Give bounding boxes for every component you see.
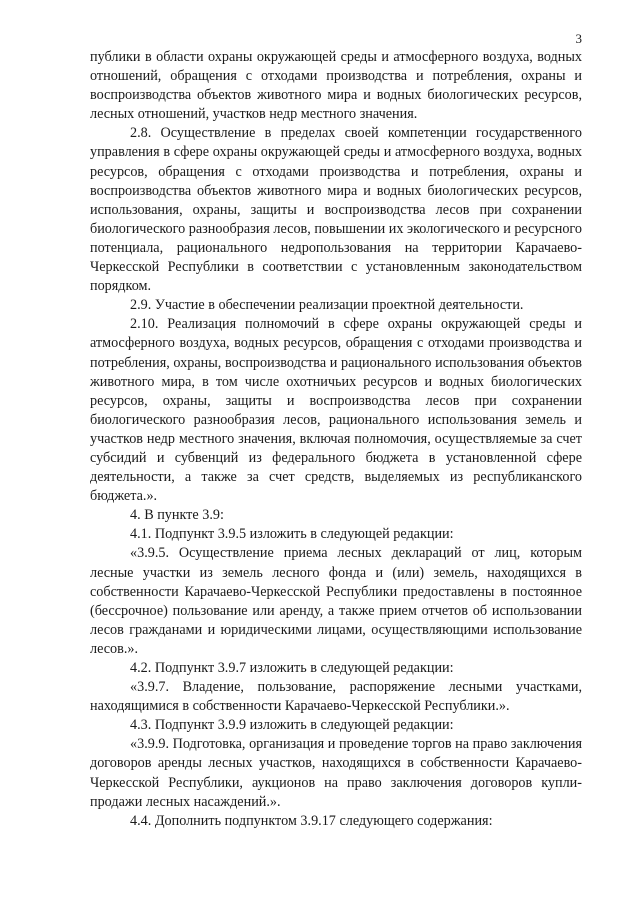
paragraph: «3.9.7. Владение, пользование, распоряжение лесными участками, находящимися в собственности Карачаево-Черкесской Республики.». [90,679,582,715]
paragraph: 2.10. Реализация полномочий в сфере охраны окружающей среды и атмосферного воздуха, водных ресурсов, обращения с отходами производства и потребления, охраны, воспроизводства и рационального использования объектов животного мира, в том числе охотничьих ресурсов и водных биологических ресурсов, охраны, защиты и воспроизводства лесов при сохранении биологического разнообразия лесов, рационального использования земель и участков недр местного значения, включая полномочия, осуществляемые за счет субсидий и субвенций из федерального бюджета в установленной сфере деятельности, а также за счет средств, выделяемых из республиканского бюджета.». [90,316,582,505]
page-number: 3 [575,31,582,46]
paragraph: 2.9. Участие в обеспечении реализации проектной деятельности. [130,297,524,314]
paragraph: «3.9.9. Подготовка, организация и проведение торгов на право заключения договоров аренды лесных участков, находящихся в собственности Карачаево-Черкесской Республики, аукционов на право заключения договоров купли-продажи лесных насаждений.». [90,736,582,810]
paragraph: 4. В пункте 3.9: [130,507,224,524]
paragraph: «3.9.5. Осуществление приема лесных деклараций от лиц, которым лесные участки из земель лесного фонда и (или) земель, находящихся в собственности Карачаево-Черкесской Республики предоставлены в постоянное (бессрочное) пользование или аренду, а также прием отчетов об использовании лесов гражданами и юридическими лицами, осуществляющими использование лесов.». [90,545,582,657]
paragraph: 2.8. Осуществление в пределах своей компетенции государственного управления в сфере охраны окружающей среды и атмосферного воздуха, водных ресурсов, обращения с отходами производства и потребления, охраны и воспроизводства объектов животного мира и водных биологических ресурсов, использования, охраны, защиты и воспроизводства лесов при сохранении биологического разнообразия лесов, повышении их экологического и ресурсного потенциала, рационального недропользования на территории Карачаево-Черкесской Республики в соответствии с установленным законодательством порядком. [90,125,582,295]
paragraph: 4.3. Подпункт 3.9.9 изложить в следующей редакции: [130,717,454,734]
paragraph: публики в области охраны окружающей среды и атмосферного воздуха, водных отношений, обращения с отходами производства и потребления, охраны и воспроизводства объектов животного мира и водных биологических ресурсов, лесных отношений, участков недр местного значения. [90,49,582,123]
paragraph: 4.1. Подпункт 3.9.5 изложить в следующей редакции: [130,526,454,543]
paragraph: 4.4. Дополнить подпунктом 3.9.17 следующего содержания: [130,812,493,829]
paragraph: 4.2. Подпункт 3.9.7 изложить в следующей редакции: [130,660,454,676]
document-body [90,48,582,831]
